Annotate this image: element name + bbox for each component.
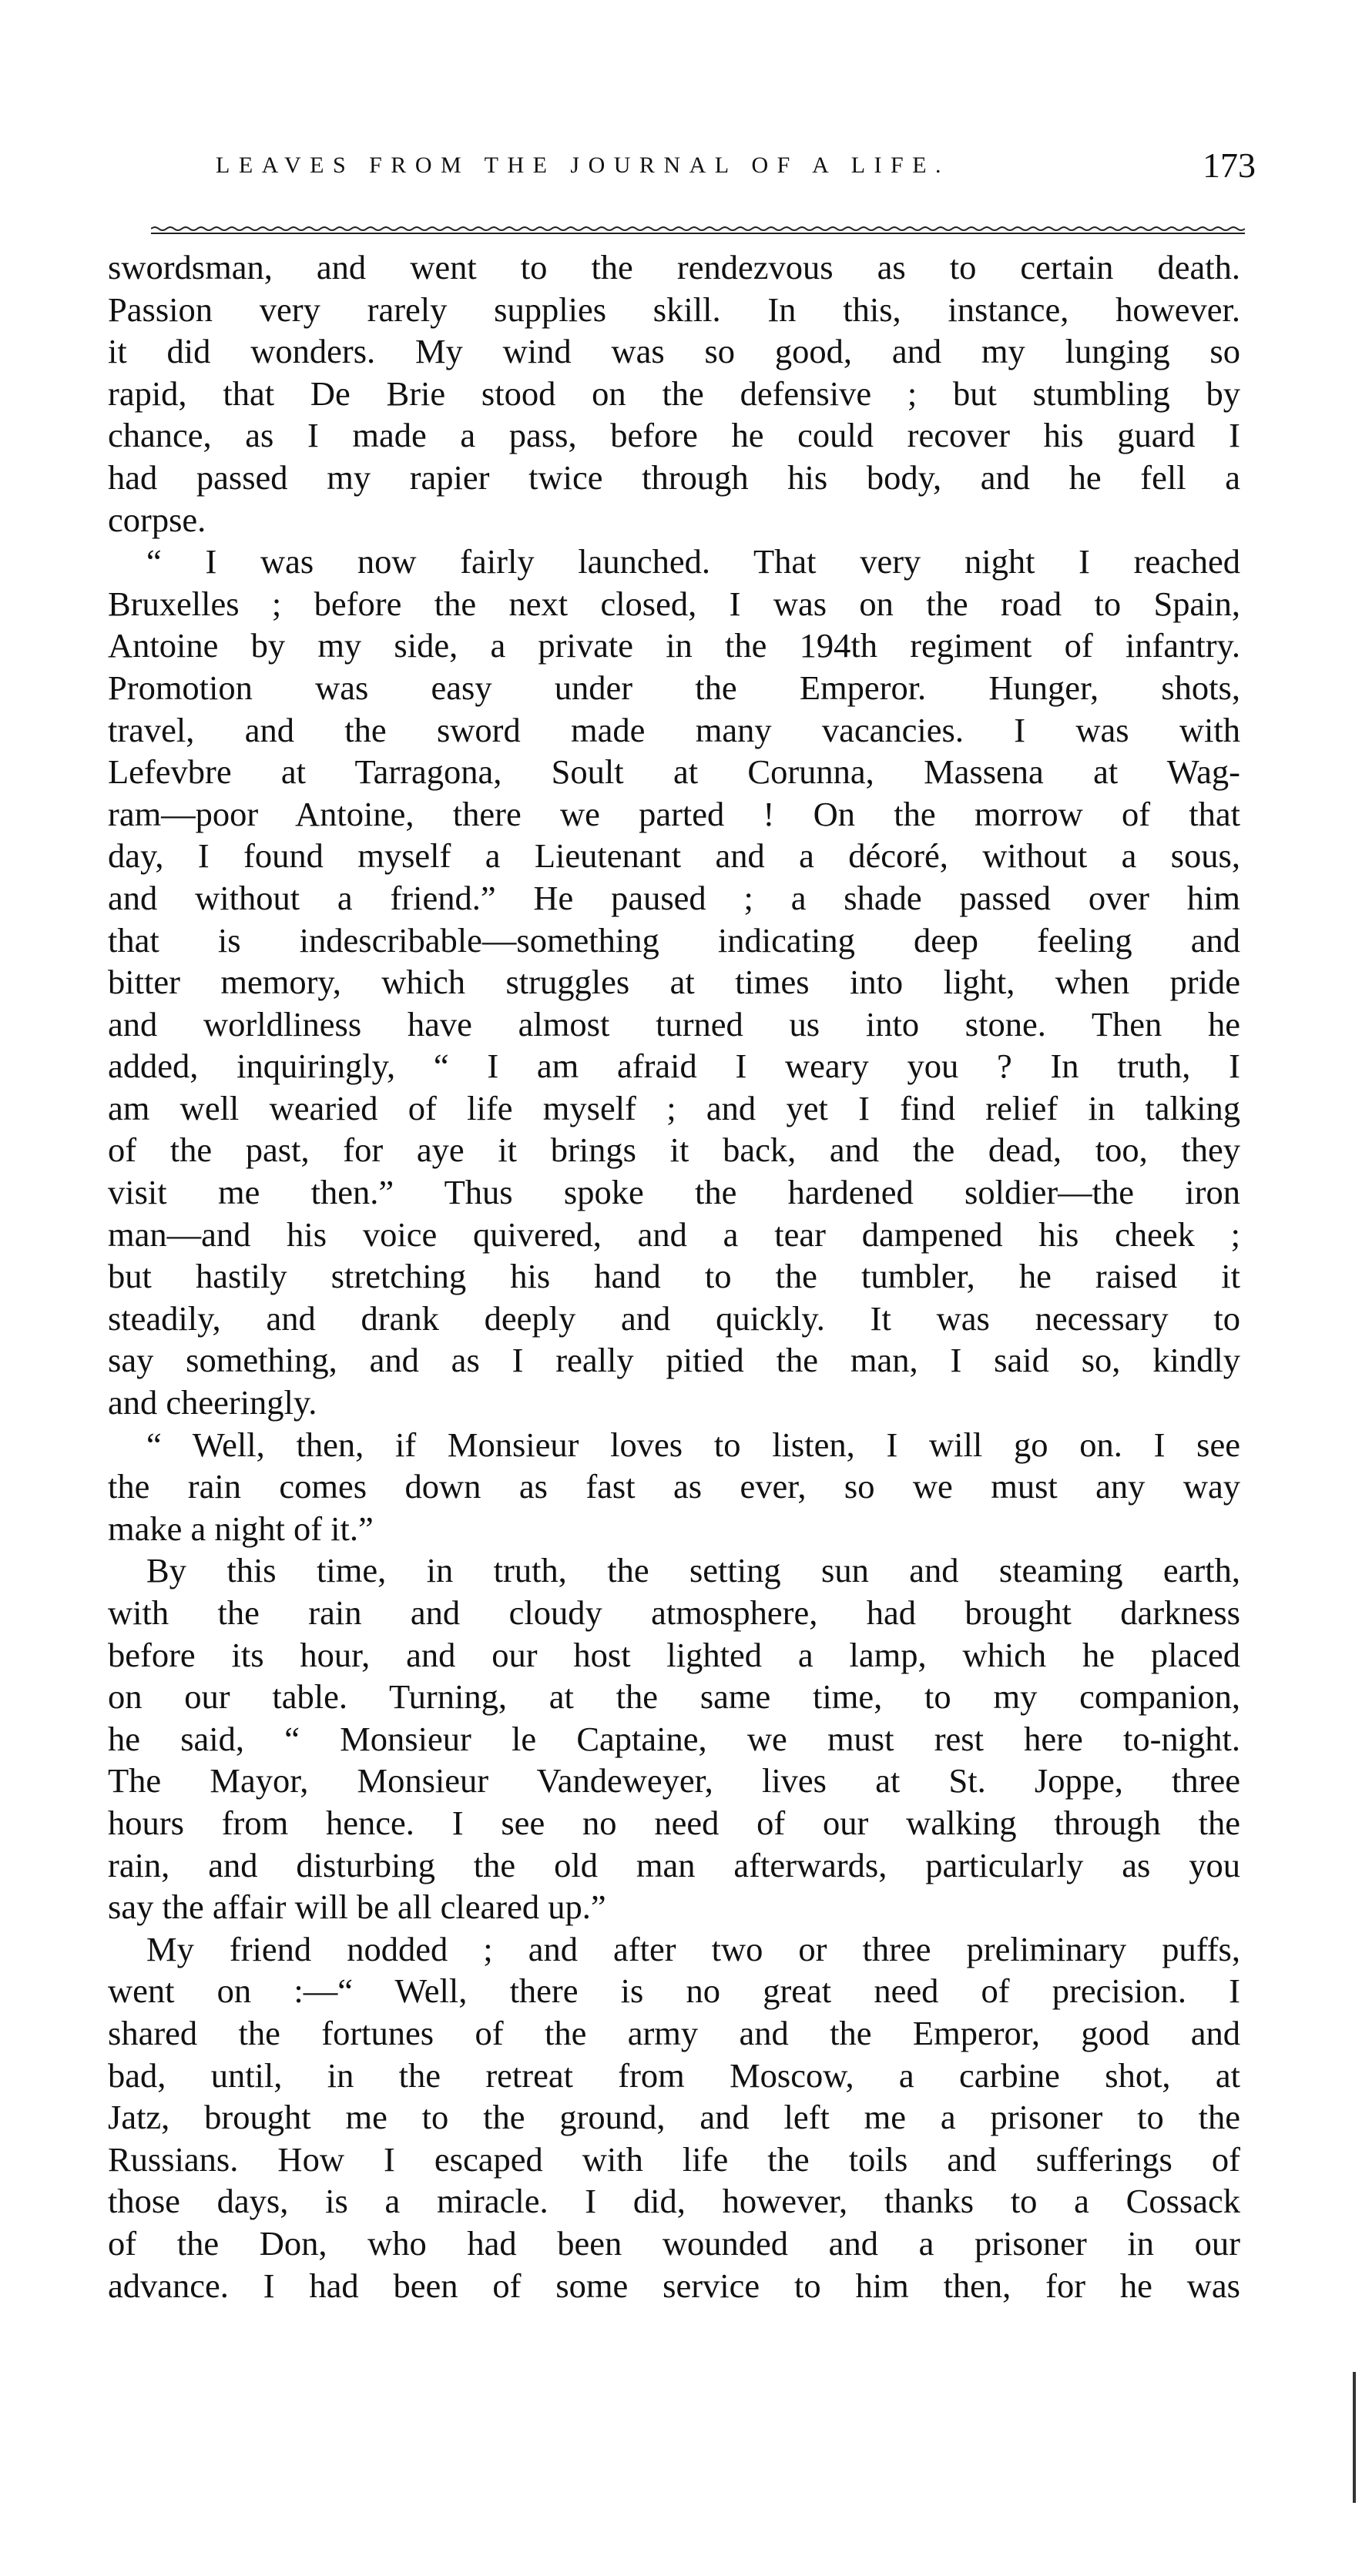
body-text (108, 246, 1240, 2306)
text-line: steadily, and drank deeply and quickly. It was necessary to (108, 1298, 1240, 1338)
text-line: By this time, in truth, the setting sun and steaming earth, (146, 1551, 1240, 1590)
running-head (216, 145, 1265, 191)
text-line: Jatz, brought me to the ground, and left me a prisoner to the (108, 2098, 1240, 2137)
text-line: Promotion was easy under the Emperor. Hunger, shots, (108, 668, 1240, 707)
text-line: the rain comes down as fast as ever, so we must any way (108, 1467, 1240, 1506)
text-line: travel, and the sword made many vacancies. I was with (108, 710, 1240, 749)
decorative-rule (151, 225, 1245, 236)
text-line: Bruxelles ; before the next closed, I was on the road to Spain, (108, 584, 1240, 623)
running-title: LEAVES FROM THE JOURNAL OF A LIFE. (216, 152, 951, 178)
text-line: shared the fortunes of the army and the Emperor, good and (108, 2013, 1240, 2052)
text-line: bitter memory, which struggles at times into light, when pride (108, 963, 1240, 1002)
text-line: make a night of it.” (108, 1509, 374, 1548)
text-line: ram—poor Antoine, there we parted ! On the morrow of that (108, 794, 1240, 833)
text-line: hours from hence. I see no need of our walking through the (108, 1803, 1240, 1842)
text-line: chance, as I made a pass, before he could recover his guard I (108, 416, 1240, 455)
text-line: on our table. Turning, at the same time, to my companion, (108, 1677, 1240, 1717)
text-line: of the Don, who had been wounded and a prisoner in our (108, 2223, 1240, 2263)
text-line: rapid, that De Brie stood on the defensive ; but stumbling by (108, 374, 1240, 413)
text-line: say something, and as I really pitied the man, I said so, kindly (108, 1341, 1240, 1380)
text-line: and worldliness have almost turned us into stone. Then he (108, 1004, 1240, 1043)
text-line: went on :—“ Well, there is no great need of precision. I (108, 1971, 1240, 2011)
text-line: and without a friend.” He paused ; a shade passed over him (108, 878, 1240, 917)
text-line: rain, and disturbing the old man afterwards, particularly as you (108, 1845, 1240, 1884)
text-line: bad, until, in the retreat from Moscow, a carbine shot, at (108, 2055, 1240, 2095)
text-line: day, I found myself a Lieutenant and a décoré, without a sous, (108, 836, 1240, 876)
text-line: visit me then.” Thus spoke the hardened soldier—the iron (108, 1173, 1240, 1212)
text-line: of the past, for aye it brings it back, and the dead, too, they (108, 1131, 1240, 1170)
text-line: man—and his voice quivered, and a tear dampened his cheek ; (108, 1214, 1240, 1254)
text-line: say the affair will be all cleared up.” (108, 1888, 606, 1927)
text-line: that is indescribable—something indicating deep feeling and (108, 920, 1240, 960)
text-line: had passed my rapier twice through his body, and he fell a (108, 457, 1240, 497)
text-line: and cheeringly. (108, 1383, 317, 1422)
text-line: advance. I had been of some service to him then, for he was (108, 2266, 1240, 2305)
text-line: am well wearied of life myself ; and yet I find relief in talking (108, 1088, 1240, 1127)
text-line: My friend nodded ; and after two or three preliminary puffs, (146, 1929, 1240, 1968)
text-line: “ I was now fairly launched. That very night I reached (146, 542, 1240, 581)
text-line: swordsman, and went to the rendezvous as to certain death. (108, 248, 1240, 286)
page-number: 173 (1203, 146, 1256, 185)
text-line: he said, “ Monsieur le Captaine, we must rest here to-night. (108, 1719, 1240, 1758)
text-line: those days, is a miracle. I did, however, thanks to a Cossack (108, 2182, 1240, 2221)
text-line: it did wonders. My wind was so good, and my lunging so (108, 332, 1240, 371)
text-line: with the rain and cloudy atmosphere, had brought darkness (108, 1593, 1240, 1632)
text-line: corpse. (108, 500, 206, 539)
text-line: Russians. How I escaped with life the toils and sufferings of (108, 2139, 1240, 2179)
text-line: The Mayor, Monsieur Vandeweyer, lives at St. Joppe, three (108, 1761, 1240, 1801)
text-line: “ Well, then, if Monsieur loves to listen, I will go on. I see (146, 1425, 1240, 1464)
text-line: before its hour, and our host lighted a lamp, which he placed (108, 1635, 1240, 1674)
text-line: added, inquiringly, “ I am afraid I weary you ? In truth, I (108, 1047, 1240, 1086)
page-edge-mark (1353, 2372, 1356, 2503)
text-line: Lefevbre at Tarragona, Soult at Corunna, Massena at Wag- (108, 752, 1240, 792)
text-line: Antoine by my side, a private in the 194th regiment of infantry. (108, 626, 1240, 665)
text-line: but hastily stretching his hand to the tumbler, he raised it (108, 1257, 1240, 1296)
text-line: Passion very rarely supplies skill. In this, instance, however. (108, 290, 1240, 329)
